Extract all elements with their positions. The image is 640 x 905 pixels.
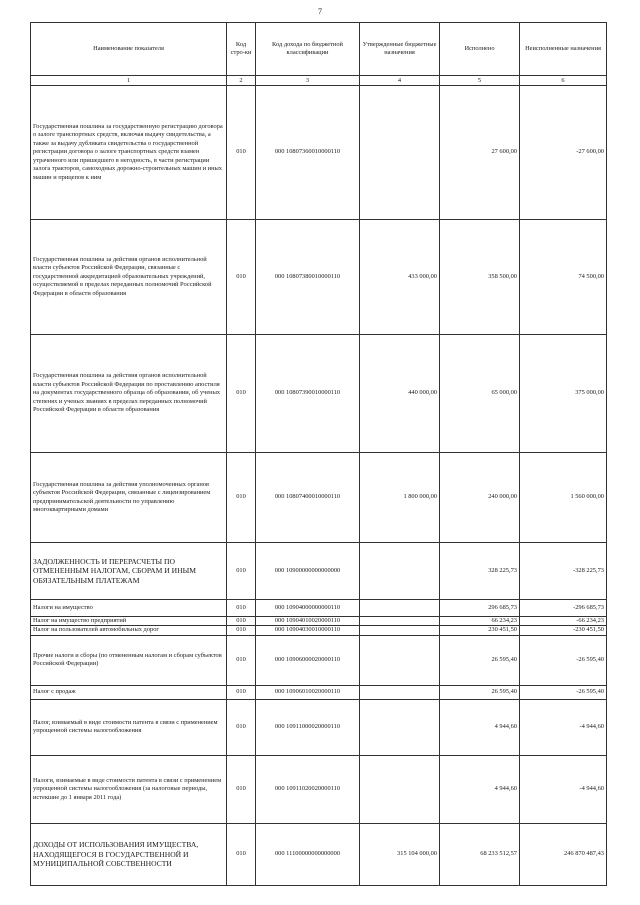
row-unexecuted: 74 500,00 bbox=[520, 220, 607, 335]
column-number: 4 bbox=[360, 76, 440, 86]
row-executed: 65 000,00 bbox=[440, 335, 520, 453]
row-income-code: 000 10906010020000110 bbox=[256, 685, 360, 699]
row-indicator-name: Государственная пошлина за действия органов исполнительной власти субъектов Российской Федерации, связанные с государственной аккредитацией образовательных учреждений, осуществляемой в пределах переданных полномочий Российской Федерации в области образования bbox=[31, 220, 227, 335]
row-income-code: 000 10807380010000110 bbox=[256, 220, 360, 335]
row-unexecuted: 246 870 487,43 bbox=[520, 823, 607, 885]
row-income-code: 000 10900000000000000 bbox=[256, 543, 360, 600]
row-line-code: 010 bbox=[227, 335, 256, 453]
row-line-code: 010 bbox=[227, 86, 256, 220]
table-row bbox=[31, 635, 607, 685]
row-approved: 433 000,00 bbox=[360, 220, 440, 335]
row-executed: 358 500,00 bbox=[440, 220, 520, 335]
row-line-code: 010 bbox=[227, 635, 256, 685]
header-executed: Исполнено bbox=[440, 23, 520, 76]
row-executed: 26 595,40 bbox=[440, 685, 520, 699]
table-row bbox=[31, 626, 607, 635]
row-approved bbox=[360, 699, 440, 755]
row-unexecuted: 375 000,00 bbox=[520, 335, 607, 453]
row-income-code: 000 10904010020000110 bbox=[256, 617, 360, 626]
row-income-code: 000 10904000000000110 bbox=[256, 600, 360, 617]
row-indicator-name: Налоги на имущество bbox=[31, 600, 227, 617]
header-income-code: Код дохода по бюджетной классификации bbox=[256, 23, 360, 76]
row-unexecuted: -66 234,23 bbox=[520, 617, 607, 626]
row-unexecuted: -328 225,73 bbox=[520, 543, 607, 600]
row-indicator-name: ЗАДОЛЖЕННОСТЬ И ПЕРЕРАСЧЕТЫ ПО ОТМЕНЕННЫМ НАЛОГАМ, СБОРАМ И ИНЫМ ОБЯЗАТЕЛЬНЫМ ПЛАТЕЖАМ bbox=[31, 543, 227, 600]
row-line-code: 010 bbox=[227, 823, 256, 885]
row-line-code: 010 bbox=[227, 600, 256, 617]
row-line-code: 010 bbox=[227, 685, 256, 699]
row-executed: 240 000,00 bbox=[440, 453, 520, 543]
row-approved bbox=[360, 617, 440, 626]
row-line-code: 010 bbox=[227, 755, 256, 823]
row-income-code: 000 10807360010000110 bbox=[256, 86, 360, 220]
row-executed: 68 233 512,57 bbox=[440, 823, 520, 885]
header-unexecuted: Неисполненные назначения bbox=[520, 23, 607, 76]
table-header-row bbox=[31, 23, 607, 76]
table-row bbox=[31, 220, 607, 335]
column-number: 5 bbox=[440, 76, 520, 86]
row-indicator-name: Налоги, взимаемые в виде стоимости патента в связи с применением упрощенной системы налогообложения (за налоговые периоды, истекшие до 1 января 2011 года) bbox=[31, 755, 227, 823]
table-row bbox=[31, 755, 607, 823]
header-approved: Утвержденные бюджетные назначения bbox=[360, 23, 440, 76]
header-line-code: Код стро-ки bbox=[227, 23, 256, 76]
row-line-code: 010 bbox=[227, 699, 256, 755]
row-unexecuted: -230 451,50 bbox=[520, 626, 607, 635]
row-income-code: 000 10807400010000110 bbox=[256, 453, 360, 543]
row-unexecuted: -296 685,73 bbox=[520, 600, 607, 617]
row-unexecuted: -4 944,60 bbox=[520, 699, 607, 755]
row-income-code: 000 10807390010000110 bbox=[256, 335, 360, 453]
row-indicator-name: Государственная пошлина за государственную регистрацию договора о залоге транспортных средств, включая выдачу свидетельства, а также за выдачу дубликата свидетельства о государственной регистрации договора о залоге транспортных средств взамен утраченного или пришедшего в негодность, в части регистрации залога тракторов, самоходных дорожно-строительных машин и иных машин и прицепов к ним bbox=[31, 86, 227, 220]
table-row bbox=[31, 600, 607, 617]
row-executed: 296 685,73 bbox=[440, 600, 520, 617]
table-row bbox=[31, 86, 607, 220]
row-unexecuted: -26 595,40 bbox=[520, 635, 607, 685]
row-unexecuted: -4 944,60 bbox=[520, 755, 607, 823]
table-row bbox=[31, 617, 607, 626]
row-indicator-name: Государственная пошлина за действия уполномоченных органов субъектов Российской Федерации, связанные с лицензированием предпринимательской деятельности по управлению многоквартирными домами bbox=[31, 453, 227, 543]
row-line-code: 010 bbox=[227, 626, 256, 635]
row-approved bbox=[360, 685, 440, 699]
row-income-code: 000 10911020020000110 bbox=[256, 755, 360, 823]
table-row bbox=[31, 543, 607, 600]
row-executed: 328 225,73 bbox=[440, 543, 520, 600]
row-indicator-name: Налог, взимаемый в виде стоимости патента в связи с применением упрощенной системы налогообложения bbox=[31, 699, 227, 755]
row-income-code: 000 11100000000000000 bbox=[256, 823, 360, 885]
row-executed: 4 944,60 bbox=[440, 755, 520, 823]
row-unexecuted: -27 600,00 bbox=[520, 86, 607, 220]
table-row bbox=[31, 335, 607, 453]
row-approved bbox=[360, 86, 440, 220]
row-approved bbox=[360, 626, 440, 635]
row-approved bbox=[360, 600, 440, 617]
row-line-code: 010 bbox=[227, 453, 256, 543]
column-number: 3 bbox=[256, 76, 360, 86]
row-line-code: 010 bbox=[227, 543, 256, 600]
column-number: 6 bbox=[520, 76, 607, 86]
table-row bbox=[31, 453, 607, 543]
column-number: 2 bbox=[227, 76, 256, 86]
table-row bbox=[31, 685, 607, 699]
row-approved: 440 000,00 bbox=[360, 335, 440, 453]
table-row bbox=[31, 823, 607, 885]
row-indicator-name: Налог на имущество предприятий bbox=[31, 617, 227, 626]
row-executed: 27 600,00 bbox=[440, 86, 520, 220]
row-approved: 315 104 000,00 bbox=[360, 823, 440, 885]
row-line-code: 010 bbox=[227, 220, 256, 335]
header-indicator-name: Наименование показателя bbox=[31, 23, 227, 76]
column-number: 1 bbox=[31, 76, 227, 86]
row-indicator-name: Прочие налоги и сборы (по отмененным налогам и сборам субъектов Российской Федерации) bbox=[31, 635, 227, 685]
page-number: 7 bbox=[318, 7, 322, 16]
row-income-code: 000 10911000020000110 bbox=[256, 699, 360, 755]
row-unexecuted: 1 560 000,00 bbox=[520, 453, 607, 543]
row-indicator-name: Государственная пошлина за действия органов исполнительной власти субъектов Российской Федерации по проставлению апостиля на документах государственного образца об образовании, об ученых степенях и ученых званиях в пределах переданных полномочий Российской Федерации в области образования bbox=[31, 335, 227, 453]
row-income-code: 000 10906000020000110 bbox=[256, 635, 360, 685]
row-approved bbox=[360, 635, 440, 685]
row-approved bbox=[360, 543, 440, 600]
budget-execution-table bbox=[30, 22, 607, 886]
row-income-code: 000 10904030010000110 bbox=[256, 626, 360, 635]
table-row bbox=[31, 699, 607, 755]
row-unexecuted: -26 595,40 bbox=[520, 685, 607, 699]
row-indicator-name: Налог с продаж bbox=[31, 685, 227, 699]
row-executed: 4 944,60 bbox=[440, 699, 520, 755]
row-line-code: 010 bbox=[227, 617, 256, 626]
row-approved: 1 800 000,00 bbox=[360, 453, 440, 543]
row-indicator-name: Налог на пользователей автомобильных дорог bbox=[31, 626, 227, 635]
row-executed: 230 451,50 bbox=[440, 626, 520, 635]
row-indicator-name: ДОХОДЫ ОТ ИСПОЛЬЗОВАНИЯ ИМУЩЕСТВА, НАХОДЯЩЕГОСЯ В ГОСУДАРСТВЕННОЙ И МУНИЦИПАЛЬНОЙ СОБСТВЕННОСТИ bbox=[31, 823, 227, 885]
column-number-row bbox=[31, 76, 607, 86]
row-executed: 66 234,23 bbox=[440, 617, 520, 626]
row-executed: 26 595,40 bbox=[440, 635, 520, 685]
row-approved bbox=[360, 755, 440, 823]
